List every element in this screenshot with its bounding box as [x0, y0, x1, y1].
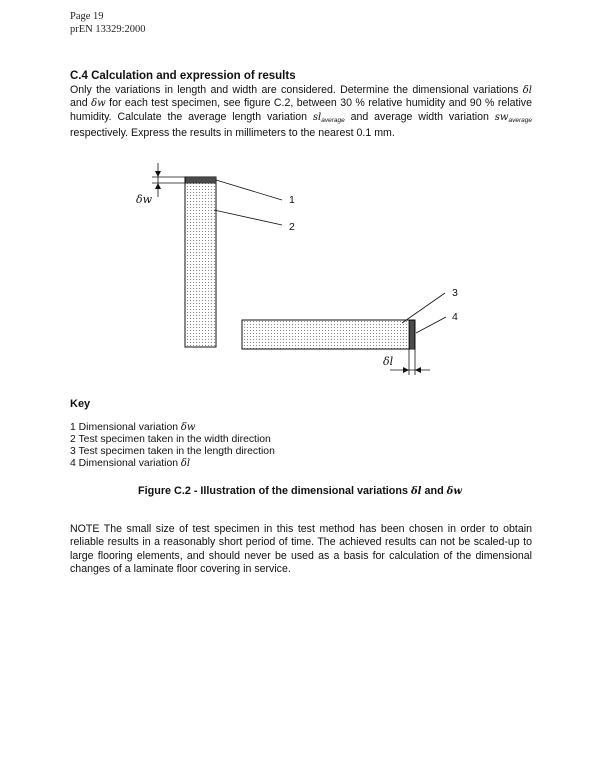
symbol-delta-w: δw: [91, 98, 106, 110]
symbol-sl: sl: [312, 111, 322, 123]
symbol-sw: sw: [494, 111, 509, 123]
key-symbol: δl: [180, 458, 191, 469]
caption-symbol-dw: δw: [446, 486, 462, 497]
key-text: 1 Dimensional variation: [70, 422, 181, 433]
key-text: 4 Dimensional variation: [70, 458, 181, 469]
page-header: [70, 10, 146, 36]
caption-text: Figure C.2 - Illustration of the dimensional variations: [138, 485, 411, 497]
callout-leader: [216, 180, 282, 200]
figure-caption: [0, 485, 600, 497]
subscript-average: average: [321, 116, 345, 124]
key-item: [70, 422, 275, 434]
specimen-width-direction: [185, 177, 216, 347]
text-run: and: [70, 97, 92, 110]
text-run: respectively. Express the results in millimeters to the nearest 0.1 mm.: [70, 127, 395, 140]
arrow-head: [155, 183, 161, 189]
callout-leader: [214, 210, 282, 225]
width-variation-band: [185, 177, 216, 183]
key-heading: Key: [70, 398, 91, 410]
arrow-head: [415, 367, 421, 373]
section-title: C.4 Calculation and expression of results: [70, 70, 296, 82]
callout-1: 1: [289, 194, 295, 206]
dimension-label-dl: δl: [383, 355, 394, 368]
text-run: and average width variation: [344, 110, 495, 123]
note-paragraph: NOTE The small size of test specimen in this test method has been chosen in order to obtain reliable results in a reasonably short period of time. The achieved results can not be scaled-up to large flooring elements, and should never be used as a basis for calculation of the dimensional changes of a laminate floor covering in service.: [70, 523, 532, 576]
key-item: [70, 434, 275, 446]
figure-c2-diagram: [0, 155, 600, 385]
symbol-delta-l: δl: [522, 85, 532, 96]
key-text: 3 Test specimen taken in the length direction: [70, 446, 275, 457]
document-id: prEN 13329:2000: [70, 24, 146, 35]
callout-3: 3: [452, 287, 458, 299]
callout-2: 2: [289, 221, 295, 233]
paragraph-calculation: [70, 84, 532, 141]
key-item: [70, 458, 275, 470]
arrow-head: [403, 367, 409, 373]
key-item: [70, 446, 275, 458]
caption-text: and: [421, 485, 447, 497]
page-number: Page 19: [70, 11, 104, 22]
caption-symbol-dl: δl: [411, 486, 422, 497]
callout-4: 4: [452, 311, 458, 323]
callout-leader: [402, 293, 445, 323]
specimen-length-direction: [242, 320, 415, 349]
callout-leader: [416, 317, 446, 333]
subscript-average: average: [508, 116, 532, 124]
text-run: for each test specimen, see figure C.2, between 30 % relative humidity and 90 % relative humidity. Calculate the average length variation: [70, 97, 532, 123]
length-variation-band: [409, 320, 415, 349]
key-symbol: δw: [180, 422, 196, 433]
key-list: [70, 422, 275, 470]
arrow-head: [155, 171, 161, 177]
key-text: 2 Test specimen taken in the width direction: [70, 434, 271, 445]
dimension-label-dw: δw: [136, 193, 153, 206]
text-run: Only the variations in length and width are considered. Determine the dimensional variations: [70, 84, 523, 96]
